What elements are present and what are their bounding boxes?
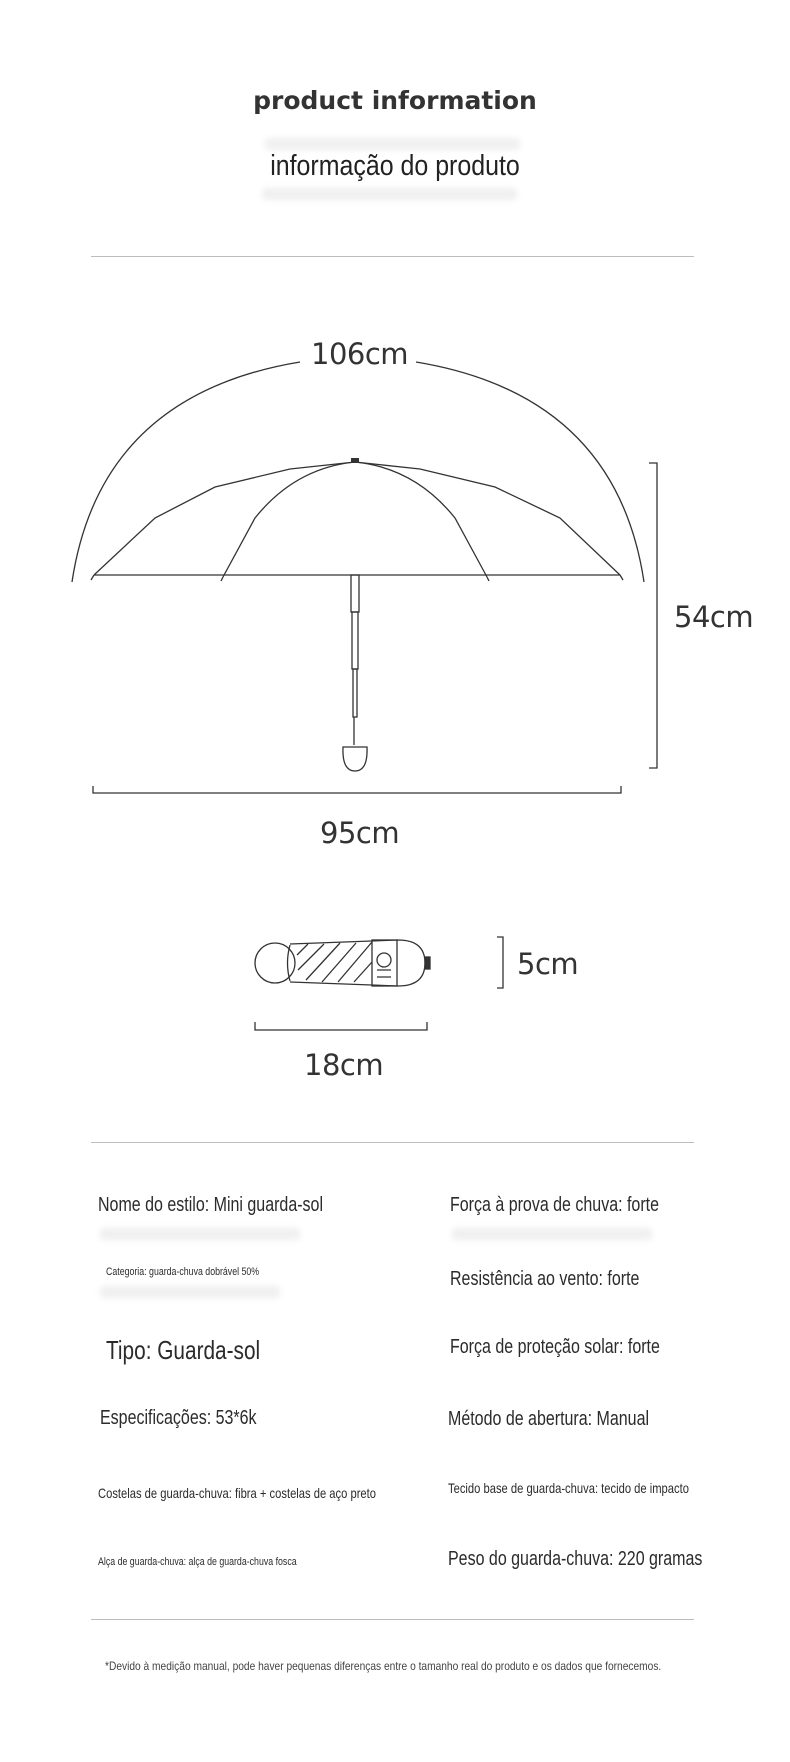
spec-fabric: Tecido base de guarda-chuva: tecido de impacto	[448, 1480, 689, 1496]
footnote: *Devido à medição manual, pode haver pequenas diferenças entre o tamanho real do produto e os dados que fornecemos.	[105, 1659, 662, 1673]
divider-middle	[91, 1142, 694, 1143]
spec-opening-method: Método de abertura: Manual	[448, 1408, 650, 1430]
spec-type: Tipo: Guarda-sol	[106, 1335, 261, 1365]
ghost-text	[452, 1228, 652, 1240]
dimension-folded-length-label: 18cm	[304, 1048, 384, 1082]
dimension-arc-label: 106cm	[311, 337, 409, 371]
spec-handle: Alça de guarda-chuva: alça de guarda-chuva fosca	[98, 1556, 297, 1568]
spec-ribs: Costelas de guarda-chuva: fibra + costelas de aço preto	[98, 1485, 376, 1501]
spec-category: Categoria: guarda-chuva dobrável 50%	[106, 1266, 260, 1278]
spec-style-name: Nome do estilo: Mini guarda-sol	[98, 1194, 323, 1216]
spec-sun-protection: Força de proteção solar: forte	[450, 1336, 660, 1358]
ghost-text	[100, 1228, 300, 1240]
ghost-text	[100, 1286, 280, 1298]
spec-specifications: Especificações: 53*6k	[100, 1407, 257, 1429]
spec-weight: Peso do guarda-chuva: 220 gramas	[448, 1548, 703, 1570]
dimension-folded-height-label: 5cm	[517, 947, 579, 981]
dimension-width-label: 95cm	[320, 816, 400, 850]
title-portuguese: informação do produto	[270, 150, 520, 182]
divider-bottom	[91, 1619, 694, 1620]
title-english: product information	[253, 86, 537, 115]
spec-rain-proof: Força à prova de chuva: forte	[450, 1194, 659, 1216]
spec-wind-resistance: Resistência ao vento: forte	[450, 1268, 640, 1290]
dimension-height-label: 54cm	[674, 600, 754, 634]
